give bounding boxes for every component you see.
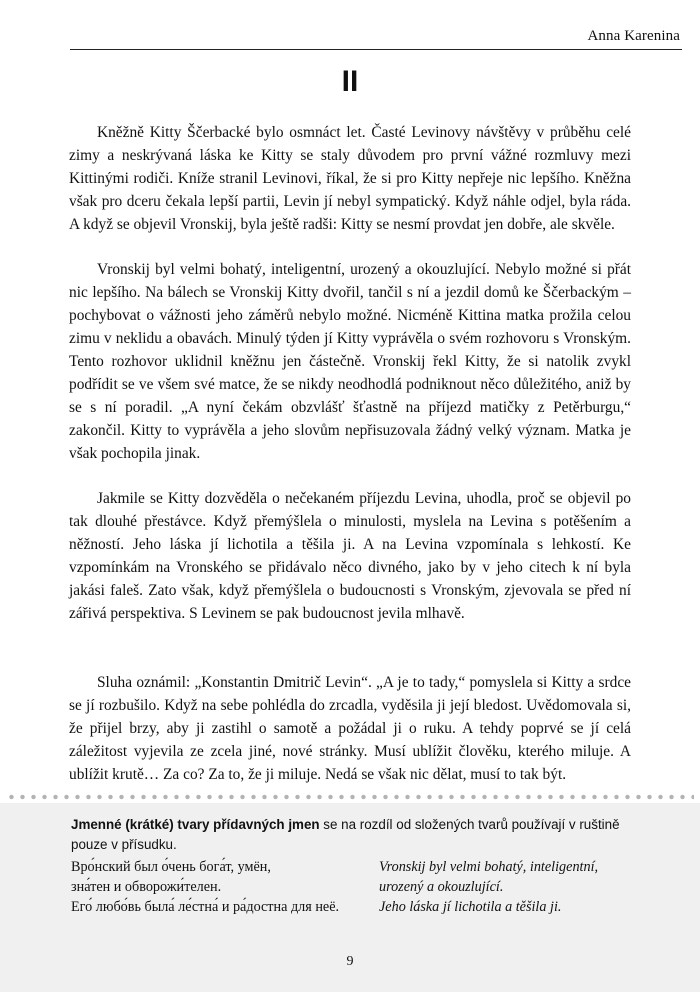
running-head-title: Anna Karenina [587,28,680,44]
example-czech: Jeho láska jí lichotila a těšila ji. [379,899,562,915]
chapter-number: II [341,65,359,98]
example-russian: Его́ любо́вь была́ ле́стна́ и ра́достна для неё. [71,899,340,915]
example-czech: urozený a okouzlující. [379,879,504,895]
paragraph: Vronskij byl velmi bohatý, inteligentní, urozený a okouzlující. Nebylo možné si přát nic lepšího. Na bálech se Vronskij Kitty dvořil, tančil s ní a jezdil domů ke Ščerbackým – pochybovat o vážnosti jeho záměrů nebylo možné. Nicméně Kittina matka prožila celou zimu v neklidu a obavách. Minulý týden jí Kitty vyprávěla o svém rozhovoru s Vronským. Tento rozhovor uklidnil kněžnu jen částečně. Vronskij řekl Kitty, že si natolik zvykl podřídit se ve všem své matce, že se nikdy neodhodlá podniknout něco důležitého, aniž by se s ní poradil. „A nyní čekám obzvlášť šťastně na příjezd matičky z Petěrburgu,“ zakončil. Kitty to vyprávěla a jeho slovům nepřisuzovala žádný velký význam. Matka je však pochopila jinak. [69,261,631,462]
body-text [69,121,631,786]
grammar-note-term: Jmenné (krátké) tvary přídavných jmen [71,817,320,832]
example-russian: зна́тен и обворожи́телен. [71,879,222,895]
running-head [0,0,700,52]
grammar-note-intro [71,815,631,855]
paragraph: Jakmile se Kitty dozvěděla o nečekaném příjezdu Levina, uhodla, proč se objevil po tak dlouhé přestávce. Když přemýšlela o minulosti, myslela na Levina s potěšením a něžností. Jeho láska jí lichotila a těšila ji. A na Levina vzpomínala s lehkostí. Ke vzpomínkám na Vronského se přidávalo něco divného, jako by v jeho citech k ní byla jakási faleš. Zato však, když přemýšlela o budoucnosti s Vronským, zjevovala se před ní zářivá perspektiva. S Levinem se pak budoucnost jevila mlhavě. [69,490,631,622]
dotted-divider [6,793,694,801]
paragraph: Sluha oznámil: „Konstantin Dmitrič Levin“. „A je to tady,“ pomyslela si Kitty a srdce se jí rozbušilo. Když na sebe pohlédla do zrcadla, vyděsila ji její bledost. Uvědomovala si, že přijel brzy, aby ji zastihl o samotě a požádal ji o ruku. A tehdy poprvé se jí celá záležitost vyjevila ze zcela jiné, nové stránky. Musí ublížit člověku, kterého miluje. A ublížit krutě… Za co? Za to, že ji miluje. Nedá se však nic dělat, musí to tak být. [69,674,631,783]
paragraph: Kněžně Kitty Ščerbacké bylo osmnáct let. Časté Levinovy návštěvy v průběhu celé zimy a neskrývaná láska ke Kitty se staly důvodem pro první vážné rozmluvy mezi Kittinými rodiči. Kníže stranil Levinovi, říkal, že si pro Kitty nepřeje nic lepšího. Kněžna však pro dceru čekala lepší partii, Levin jí nebyl sympatický. Když náhle odjel, byla ráda. A když se objevil Vronskij, byla ještě radši: Kitty se nesmí provdat jen dobře, ale skvěle. [69,124,631,233]
page-number: 9 [346,954,354,969]
example-czech: Vronskij byl velmi bohatý, inteligentní, [379,859,599,875]
example-russian: Вро́нский был о́чень бога́т, умён, [71,859,271,875]
header-rule [70,49,682,50]
grammar-note-text: se na rozdíl od složených tvarů používají v ruštině pouze v přísudku. [71,817,620,852]
